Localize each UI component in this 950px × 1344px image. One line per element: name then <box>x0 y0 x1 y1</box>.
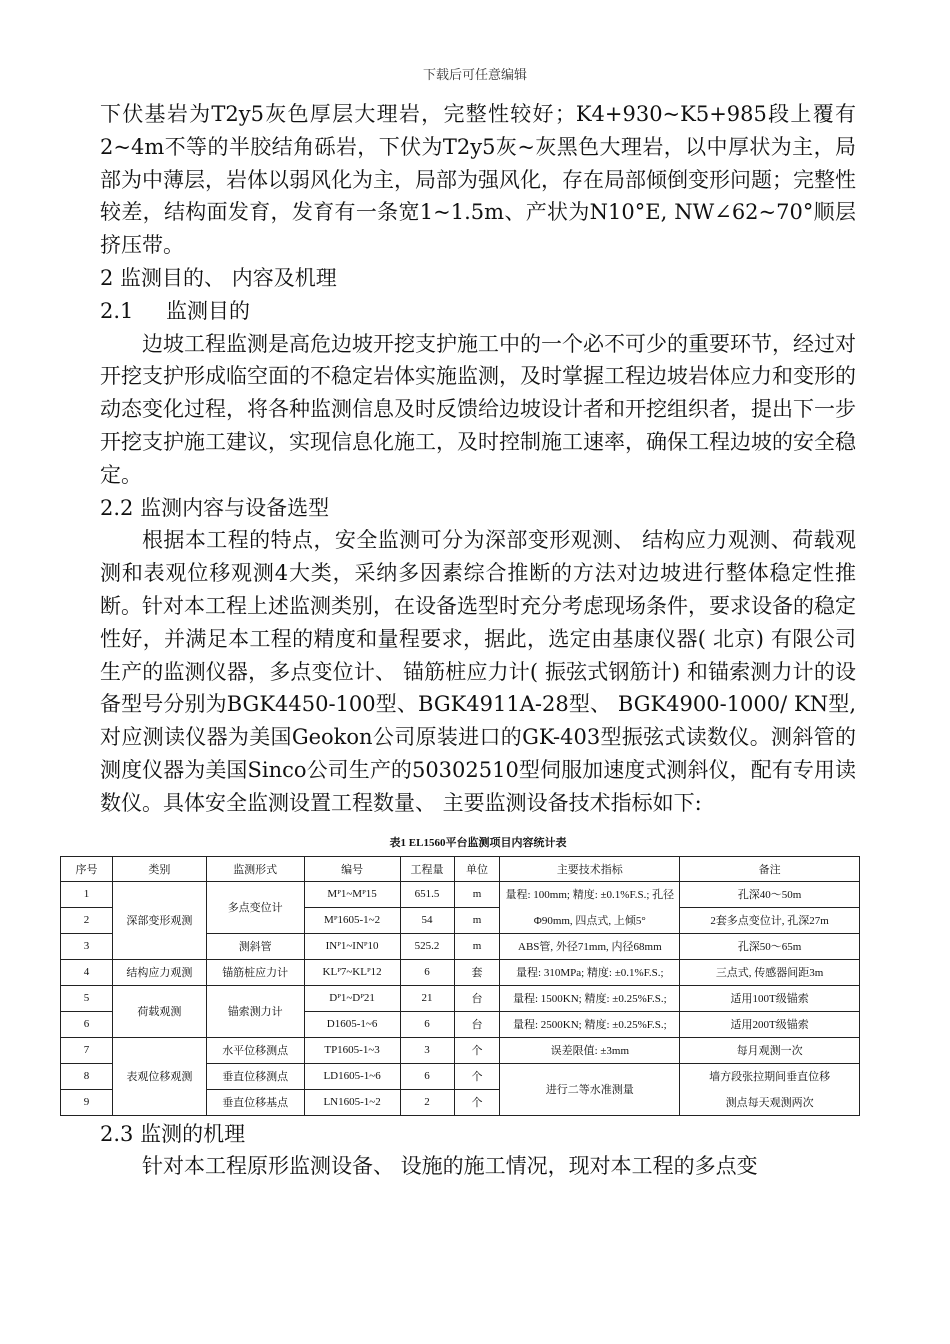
table-caption: 表1 EL1560平台监测项目内容统计表 <box>389 836 567 849</box>
cell-no: 9 <box>61 1089 113 1115</box>
cell-qty: 651.5 <box>400 881 454 907</box>
document-body <box>75 98 856 1183</box>
section-2-3-paragraph: 针对本工程原形监测设备、 设施的施工情况，现对本工程的多点变 <box>142 1154 758 1179</box>
cell-note: 2套多点变位计, 孔深27m <box>680 907 860 933</box>
cell-unit: m <box>454 933 500 959</box>
header-cell: 单位 <box>454 856 500 881</box>
cell-unit: 个 <box>454 1089 500 1115</box>
cell-code: LD1605-1~6 <box>304 1063 400 1089</box>
cell-unit: 套 <box>454 959 500 985</box>
cell-unit: 台 <box>454 985 500 1011</box>
cell-qty: 54 <box>400 907 454 933</box>
section-2-1-number: 2.1 <box>100 298 134 323</box>
cell-spec: 量程: 1500KN; 精度: ±0.25%F.S.; <box>500 985 680 1011</box>
cell-spec: 量程: 2500KN; 精度: ±0.25%F.S.; <box>500 1011 680 1037</box>
cell-unit: 个 <box>454 1063 500 1089</box>
cell-note: 三点式, 传感器间距3m <box>680 959 860 985</box>
cell-spec: 误差限值: ±3mm <box>500 1037 680 1063</box>
cell-form: 测斜管 <box>206 933 304 959</box>
cell-qty: 525.2 <box>400 933 454 959</box>
monitoring-table <box>60 856 860 1116</box>
cell-category: 表观位移观测 <box>112 1037 206 1115</box>
cell-qty: 6 <box>400 1011 454 1037</box>
cell-note: 每月观测一次 <box>680 1037 860 1063</box>
cell-note: 测点每天观测两次 <box>680 1089 860 1115</box>
cell-code: Mᴾ1605-1~2 <box>304 907 400 933</box>
section-2-1-paragraph: 边坡工程监测是高危边坡开挖支护施工中的一个必不可少的重要环节，经过对开挖支护形成临空面的不稳定岩体实施监测，及时掌握工程边坡岩体应力和变形的动态变化过程，将各种监测信息及时反馈给边坡设计者和开挖组织者，提出下一步开挖支护施工建议，实现信息化施工，及时控制施工速率，确保工程边坡的安全稳定。 <box>100 331 856 487</box>
header-cell: 序号 <box>61 856 113 881</box>
cell-form: 锚筋桩应力计 <box>206 959 304 985</box>
cell-no: 3 <box>61 933 113 959</box>
cell-spec: 量程: 100mm; 精度: ±0.1%F.S.; 孔径 <box>500 881 680 907</box>
cell-note: 适用100T级锚索 <box>680 985 860 1011</box>
cell-form: 垂直位移测点 <box>206 1063 304 1089</box>
cell-form: 多点变位计 <box>206 881 304 933</box>
table-row <box>61 985 860 1011</box>
cell-note: 墙方段张拉期间垂直位移 <box>680 1063 860 1089</box>
header-cell: 编号 <box>304 856 400 881</box>
cell-unit: m <box>454 907 500 933</box>
cell-no: 2 <box>61 907 113 933</box>
cell-code: KLᴾ7~KLᴾ12 <box>304 959 400 985</box>
header-cell: 主要技术指标 <box>500 856 680 881</box>
cell-no: 5 <box>61 985 113 1011</box>
section-2-1-heading <box>100 295 856 328</box>
cell-qty: 6 <box>400 959 454 985</box>
page-header: 下载后可任意编辑 <box>422 68 527 83</box>
section-2-heading: 2 监测目的、 内容及机理 <box>100 265 337 290</box>
cell-spec: ABS管, 外径71mm, 内径68mm <box>500 933 680 959</box>
cell-form: 垂直位移基点 <box>206 1089 304 1115</box>
section-2-2-paragraph: 根据本工程的特点，安全监测可分为深部变形观测、 结构应力观测、荷载观测和表观位移观测4大类，采纳多因素综合推断的方法对边坡进行整体稳定性推断。针对本工程上述监测类别，在设备选型时充分考虑现场条件，要求设备的稳定性好，并满足本工程的精度和量程要求，据此，选定由基康仪器( 北京) 有限公司生产的监测仪器，多点变位计、 锚筋桩应力计( 振弦式钢筋计) 和锚索测力计的设备型号分别为BGK4450-100型、BGK4911A-28型、 BGK4900-1000/ KN型,对应测读仪器为美国Geokon公司原装进口的GK-403型振弦式读数仪。测斜管的测度仪器为美国Sinco公司生产的50302510型伺服加速度式测斜仪，配有专用读数仪。具体安全监测设置工程数量、 主要监测设备技术指标如下: <box>100 528 856 815</box>
table-header-row <box>61 856 860 881</box>
cell-category: 深部变形观测 <box>112 881 206 959</box>
header-cell: 工程量 <box>400 856 454 881</box>
cell-category: 荷载观测 <box>112 985 206 1037</box>
cell-spec: 量程: 310MPa; 精度: ±0.1%F.S.; <box>500 959 680 985</box>
cell-spec: Φ90mm, 四点式, 上倾5° <box>500 907 680 933</box>
cell-note: 适用200T级锚索 <box>680 1011 860 1037</box>
cell-code: INᴾ1~INᴾ10 <box>304 933 400 959</box>
cell-spec: 进行二等水准测量 <box>500 1063 680 1115</box>
cell-qty: 6 <box>400 1063 454 1089</box>
table-row <box>61 959 860 985</box>
cell-code: Dᴾ1~Dᴾ21 <box>304 985 400 1011</box>
cell-category: 结构应力观测 <box>112 959 206 985</box>
cell-code: D1605-1~6 <box>304 1011 400 1037</box>
section-2-1-title: 监测目的 <box>166 298 250 323</box>
cell-qty: 2 <box>400 1089 454 1115</box>
header-cell: 备注 <box>680 856 860 881</box>
table-row <box>61 881 860 907</box>
cell-qty: 21 <box>400 985 454 1011</box>
cell-no: 6 <box>61 1011 113 1037</box>
cell-code: Mᴾ1~Mᴾ15 <box>304 881 400 907</box>
cell-no: 7 <box>61 1037 113 1063</box>
cell-code: LN1605-1~2 <box>304 1089 400 1115</box>
cell-no: 8 <box>61 1063 113 1089</box>
cell-code: TP1605-1~3 <box>304 1037 400 1063</box>
cell-form: 锚索测力计 <box>206 985 304 1037</box>
cell-unit: 个 <box>454 1037 500 1063</box>
intro-paragraph: 下伏基岩为T2y5灰色厚层大理岩，完整性较好；K4+930~K5+985段上覆有2~4m不等的半胶结角砾岩，下伏为T2y5灰~灰黑色大理岩，以中厚状为主，局部为中薄层，岩体以弱风化为主，局部为强风化，存在局部倾倒变形问题；完整性较差，结构面发育，发育有一条宽1~1.5m、产状为N10°E, NW∠62~70°顺层挤压带。 <box>100 102 856 258</box>
header-cell: 监测形式 <box>206 856 304 881</box>
header-cell: 类别 <box>112 856 206 881</box>
cell-note: 孔深40～50m <box>680 881 860 907</box>
cell-unit: m <box>454 881 500 907</box>
section-2-3-heading: 2.3 监测的机理 <box>100 1121 246 1146</box>
cell-no: 4 <box>61 959 113 985</box>
table-row <box>61 1037 860 1063</box>
section-2-2-heading: 2.2 监测内容与设备选型 <box>100 495 330 520</box>
cell-note: 孔深50～65m <box>680 933 860 959</box>
cell-qty: 3 <box>400 1037 454 1063</box>
cell-unit: 台 <box>454 1011 500 1037</box>
cell-no: 1 <box>61 881 113 907</box>
cell-form: 水平位移测点 <box>206 1037 304 1063</box>
